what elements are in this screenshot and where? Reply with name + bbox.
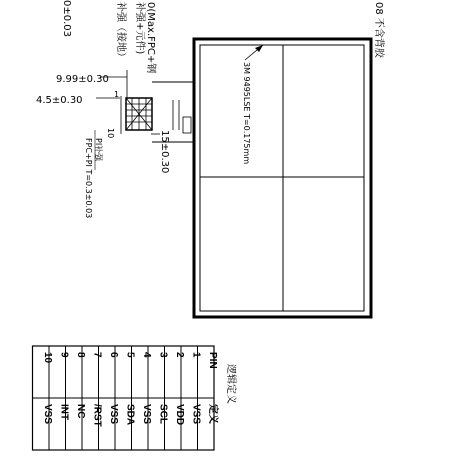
pin-table-title: 逻辑定义 (225, 364, 236, 404)
pin-definition-cell: VSS (41, 404, 53, 425)
pin-definition-cell: SCL (157, 404, 169, 424)
pin-table (33, 346, 238, 450)
fpc-connector (106, 90, 152, 138)
pi-stiffener-label: PI补强 (94, 138, 103, 162)
pin-table-grid (33, 346, 220, 450)
note-no-back-adhesive: 08 不含背胶 (373, 2, 384, 58)
pin-definition-cell: SDA (124, 404, 136, 426)
panel-outline (194, 39, 371, 317)
tape-annotation (242, 45, 263, 164)
note-components: 补强+元件) (134, 2, 145, 55)
notes-block (61, 0, 386, 73)
pin-definition-cell: VSS (107, 404, 119, 425)
pin-number-cell: 4 (140, 352, 152, 358)
pin-definition-cell: VDD (173, 404, 185, 426)
pin-number-cell: 10 (41, 352, 53, 364)
pin-definition-cell: /RST (91, 404, 103, 427)
pin-definition-cell: VSS (190, 404, 202, 425)
pin-ten-marker: 10 (106, 128, 115, 139)
note-grounding: 补强（接地） (115, 2, 126, 62)
pin-one-marker: 1 (114, 90, 120, 99)
pin-number-cell: 2 (173, 352, 185, 358)
note-thickness: 0±0.03 (61, 0, 72, 38)
pin-number-cell: 3 (157, 352, 169, 358)
fpc-tail (152, 82, 194, 142)
pin-number-cell: 5 (124, 352, 136, 358)
definition-header-label: 定义 (206, 404, 218, 424)
pin-number-cell: 8 (74, 352, 86, 358)
pin-definition-cell: VSS (140, 404, 152, 425)
note-fpc-stiffener: 0(Max.FPC+钢 (145, 2, 156, 74)
fpc-thickness-label: FPC+PI T=0.3±0.03 (84, 138, 93, 219)
tape-spec-label: 3M 9495LSE T=0.175mm (242, 62, 251, 165)
dim-width-label: 9.99±0.30 (56, 74, 109, 85)
pin-header-label: PIN (206, 352, 218, 369)
pin-number-cell: 6 (107, 352, 119, 358)
pin-definition-cell: NC (74, 404, 86, 419)
pin-number-cell: 1 (190, 352, 202, 358)
dimension-lines (36, 70, 170, 218)
dim-length-label: 15±0.30 (159, 130, 170, 174)
pin-definition-cell: INT (58, 404, 70, 421)
dim-pitch-label: 4.5±0.30 (36, 95, 83, 106)
pin-number-cell: 9 (58, 352, 70, 358)
pin-number-cell: 7 (91, 352, 103, 358)
